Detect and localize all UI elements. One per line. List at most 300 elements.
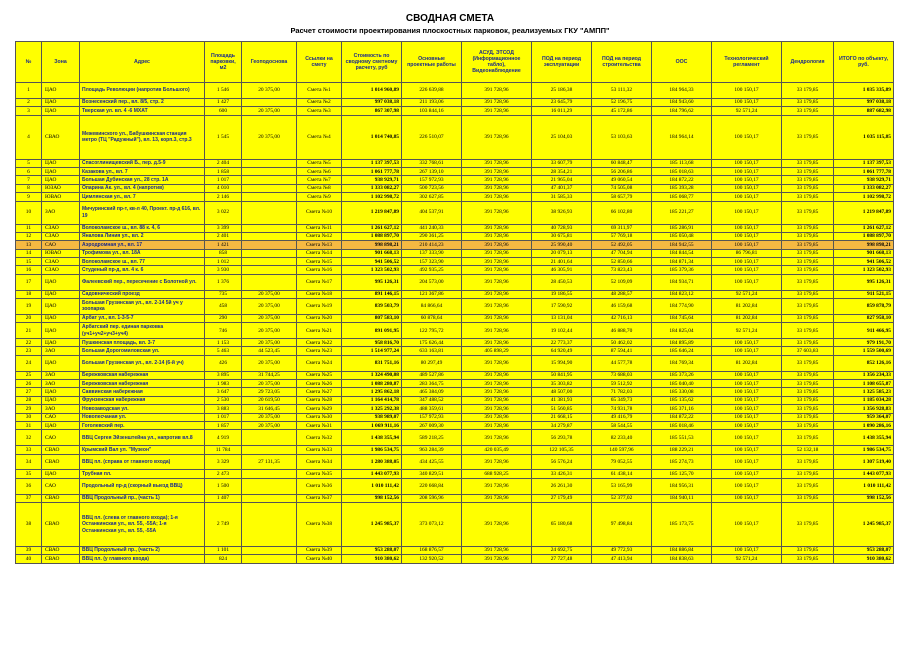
cell-geo [242,159,297,167]
cell-area: 3 930 [205,266,242,274]
cell-ref: Смета №4 [297,115,342,159]
cell-n: 32 [16,430,42,446]
cell-asud: 391 728,96 [462,290,532,298]
cell-cost: 1 245 985,37 [342,502,402,546]
cell-addr: Новопесчаная ул. [80,413,205,421]
cell-cost: 995 126,31 [342,274,402,290]
table-row [16,446,894,454]
cell-cost: 1 088 897,70 [342,232,402,240]
cell-n: 8 [16,184,42,192]
cell-dend: 33 179,85 [782,167,834,175]
cell-main: 226 639,88 [402,83,462,99]
column-header: ПОД на период эксплуатации [532,42,592,83]
table-row [16,430,894,446]
cell-total: 1 219 847,89 [834,201,894,224]
cell-ref: Смета №9 [297,193,342,201]
table-row [16,167,894,175]
cell-cost: 1 514 977,24 [342,347,402,355]
cell-area: 1 500 [205,478,242,494]
cell-geo [242,446,297,454]
cell-geo: 44 523,45 [242,347,297,355]
cell-asud: 391 728,96 [462,388,532,396]
cell-ref: Смета №36 [297,478,342,494]
cell-n: 27 [16,388,42,396]
cell-area: 1 546 [205,83,242,99]
cell-ref: Смета №5 [297,159,342,167]
cell-tech: 100 150,17 [712,380,782,388]
cell-oos: 185 371,16 [652,405,712,413]
cell-pode: 40 728,93 [532,224,592,232]
cell-total: 1 088 897,70 [834,232,894,240]
cell-dend: 33 179,85 [782,478,834,494]
cell-dend: 33 179,85 [782,232,834,240]
cell-main: 589 218,25 [402,430,462,446]
cell-geo [242,266,297,274]
cell-dend: 33 179,85 [782,249,834,257]
cell-dend: 33 179,85 [782,98,834,106]
cell-total: 1 185 034,28 [834,396,894,404]
header-row [16,42,894,83]
cell-pods: 65 349,73 [592,396,652,404]
cell-area: 11 784 [205,446,242,454]
column-header: Стоимость по сводному сметному расчету, руб [342,42,402,83]
cell-area: 5 463 [205,347,242,355]
cell-geo: 20 375,00 [242,323,297,339]
cell-n: 18 [16,290,42,298]
cell-ref: Смета №30 [297,413,342,421]
cell-asud: 391 728,96 [462,380,532,388]
cell-pode: 19 186,55 [532,290,592,298]
cell-oos: 184 871,34 [652,258,712,266]
cell-main: 302 627,85 [402,193,462,201]
cell-area: 746 [205,323,242,339]
cell-cost: 1 333 082,27 [342,184,402,192]
cell-ref: Смета №13 [297,241,342,249]
cell-asud: 405 898,29 [462,347,532,355]
cell-pode: 33 607,79 [532,159,592,167]
cell-total: 941 506,52 [834,258,894,266]
cell-n: 4 [16,115,42,159]
table-row [16,421,894,429]
cell-tech: 100 150,17 [712,478,782,494]
cell-geo [242,555,297,563]
cell-pods: 47 413,94 [592,555,652,563]
cell-zone: ЦАО [42,339,80,347]
cell-zone: ЗАО [42,405,80,413]
cell-dend: 33 179,85 [782,421,834,429]
cell-cost: 1 280 388,05 [342,454,402,470]
cell-cost: 901 668,13 [342,249,402,257]
cell-tech: 100 150,17 [712,339,782,347]
cell-n: 6 [16,167,42,175]
cell-area: 1 012 [205,258,242,266]
cell-addr: Аэродромная ул., вл. 17 [80,241,205,249]
cell-n: 11 [16,224,42,232]
cell-pode: 65 180,68 [532,502,592,546]
cell-tech: 100 150,17 [712,413,782,421]
cell-geo [242,546,297,554]
cell-ref: Смета №25 [297,371,342,379]
cell-cost: 891 146,15 [342,290,402,298]
cell-tech: 100 150,17 [712,232,782,240]
cell-addr: Большая Дорогомиловская ул. [80,347,205,355]
cell-zone: ЦАО [42,83,80,99]
cell-geo: 20 375,00 [242,314,297,322]
cell-dend: 33 179,85 [782,380,834,388]
cell-cost: 1 323 502,93 [342,266,402,274]
cell-tech: 100 150,17 [712,98,782,106]
cell-zone: САО [42,478,80,494]
cell-zone: СЗАО [42,232,80,240]
cell-main: 84 866,64 [402,299,462,315]
cell-n: 19 [16,299,42,315]
cell-geo [242,470,297,478]
cell-main: 80 297,49 [402,355,462,371]
cell-tech: 92 571,24 [712,290,782,298]
cell-addr: Волоколамское ш., вл. 88 к. 4, 6 [80,224,205,232]
cell-asud: 391 728,96 [462,371,532,379]
cell-addr: Студеный пр-д, вл. 4 к. 6 [80,266,205,274]
cell-pods: 57 769,18 [592,232,652,240]
cell-pods: 42 716,13 [592,314,652,322]
cell-asud: 391 728,96 [462,224,532,232]
cell-geo [242,193,297,201]
cell-total: 1 356 928,83 [834,405,894,413]
cell-pode: 28 354,21 [532,167,592,175]
cell-total: 1 356 234,33 [834,371,894,379]
cell-oos: 185 040,40 [652,380,712,388]
cell-area: 858 [205,249,242,257]
cell-tech: 100 150,17 [712,502,782,546]
column-header: Зона [42,42,80,83]
cell-pods: 82 233,40 [592,430,652,446]
cell-tech: 100 150,17 [712,405,782,413]
cell-main: 332 768,61 [402,159,462,167]
cell-addr: Бережковская набережная [80,371,205,379]
cell-geo: 20 375,00 [242,115,297,159]
cell-main: 220 668,84 [402,478,462,494]
cell-oos: 185 173,75 [652,502,712,546]
cell-total: 995 126,31 [834,274,894,290]
cell-cost: 998 898,21 [342,241,402,249]
cell-zone: ЗАО [42,371,80,379]
cell-addr: Пушкинская площадь, вл. 3-7 [80,339,205,347]
cell-zone: ЦАО [42,159,80,167]
table-row [16,388,894,396]
cell-tech: 100 150,17 [712,396,782,404]
cell-zone: ЦАО [42,176,80,184]
cell-oos: 185 221,27 [652,201,712,224]
cell-pode: 21 401,64 [532,258,592,266]
cell-zone: СЗАО [42,224,80,232]
cell-pode: 30 675,81 [532,232,592,240]
table-row [16,266,894,274]
cell-total: 859 878,79 [834,299,894,315]
cell-addr: Тверская ул. вл. 4 -6 МХАТ [80,107,205,115]
cell-oos: 185 018,46 [652,421,712,429]
cell-total: 979 191,70 [834,339,894,347]
cell-main: 60 878,64 [402,314,462,322]
cell-geo: 31 646,45 [242,405,297,413]
cell-ref: Смета №40 [297,555,342,563]
cell-ref: Смета №19 [297,299,342,315]
cell-pods: 48 288,57 [592,290,652,298]
cell-pode: 34 279,87 [532,421,592,429]
cell-pods: 140 597,96 [592,446,652,454]
cell-dend: 33 179,85 [782,405,834,413]
cell-geo [242,232,297,240]
column-header: Адрес [80,42,205,83]
cell-n: 3 [16,107,42,115]
cell-ref: Смета №34 [297,454,342,470]
cell-pods: 46 888,70 [592,323,652,339]
cell-geo: 20 375,00 [242,339,297,347]
cell-geo [242,241,297,249]
cell-pods: 45 172,86 [592,107,652,115]
cell-cost: 1 295 862,18 [342,388,402,396]
table-row [16,396,894,404]
cell-total: 1 261 627,12 [834,224,894,232]
cell-oos: 185 018,63 [652,167,712,175]
cell-area: 1 017 [205,413,242,421]
cell-dend: 33 179,85 [782,413,834,421]
cell-zone: СВАО [42,446,80,454]
cell-asud: 391 728,96 [462,413,532,421]
cell-ref: Смета №17 [297,274,342,290]
cell-zone: ЗАО [42,347,80,355]
cell-pode: 27 179,49 [532,494,592,502]
cell-ref: Смета №14 [297,249,342,257]
cell-geo: 20 375,00 [242,380,297,388]
cell-main: 500 723,56 [402,184,462,192]
cell-tech: 100 150,17 [712,159,782,167]
cell-asud: 391 728,96 [462,502,532,546]
cell-dend: 33 179,85 [782,396,834,404]
table-row [16,201,894,224]
cell-pods: 53 111,32 [592,83,652,99]
cell-cost: 867 307,98 [342,107,402,115]
cell-total: 1 010 111,42 [834,478,894,494]
cell-geo: 20 619,50 [242,396,297,404]
cell-cost: 1 102 998,72 [342,193,402,201]
cell-pode: 56 293,78 [532,430,592,446]
cell-geo [242,98,297,106]
cell-zone: ЗАО [42,201,80,224]
cell-dend: 52 132,18 [782,446,834,454]
cell-area: 426 [205,355,242,371]
cell-main: 132 920,52 [402,555,462,563]
cell-ref: Смета №2 [297,98,342,106]
cell-zone: ЮВАО [42,249,80,257]
cell-main: 122 795,72 [402,323,462,339]
cell-dend: 33 179,85 [782,454,834,470]
cell-pode: 38 926,93 [532,201,592,224]
cell-area: 3 647 [205,388,242,396]
cell-tech: 100 150,17 [712,167,782,175]
cell-dend: 33 179,85 [782,323,834,339]
cell-n: 28 [16,396,42,404]
cell-cost: 839 503,79 [342,299,402,315]
cell-addr: ВВЦ пл. (справа от главного входа) [80,454,205,470]
cell-ref: Смета №15 [297,258,342,266]
cell-asud: 391 728,96 [462,201,532,224]
cell-asud: 391 728,96 [462,405,532,413]
cell-asud: 688 928,25 [462,470,532,478]
table-row [16,478,894,494]
cell-pods: 52 492,05 [592,241,652,249]
cell-total: 1 986 534,75 [834,446,894,454]
cell-zone: ЦАО [42,167,80,175]
cell-main: 204 573,00 [402,274,462,290]
cell-total: 1 090 286,16 [834,421,894,429]
column-header: Геоподоснова [242,42,297,83]
cell-zone: СВАО [42,546,80,554]
table-row [16,347,894,355]
cell-oos: 185 393,28 [652,184,712,192]
cell-main: 267 139,10 [402,167,462,175]
cell-oos: 184 943,60 [652,98,712,106]
cell-pods: 73 823,43 [592,266,652,274]
cell-n: 9 [16,193,42,201]
cell-dend: 33 179,85 [782,184,834,192]
cell-total: 1 438 355,94 [834,430,894,446]
cell-n: 31 [16,421,42,429]
cell-oos: 184 872,22 [652,176,712,184]
cell-total: 1 325 585,23 [834,388,894,396]
cell-asud: 391 728,96 [462,232,532,240]
cell-ref: Смета №7 [297,176,342,184]
cell-pods: 56 206,86 [592,167,652,175]
cell-dend: 33 179,85 [782,290,834,298]
cell-pods: 49 060,54 [592,176,652,184]
cell-tech: 100 150,17 [712,546,782,554]
cell-area: 1 153 [205,339,242,347]
cell-ref: Смета №22 [297,339,342,347]
column-header: ООС [652,42,712,83]
table-row [16,274,894,290]
cell-zone: СВАО [42,555,80,563]
cell-dend: 33 179,85 [782,388,834,396]
cell-main: 210 414,23 [402,241,462,249]
cell-addr: Яналова Линия ул., вл. 2 [80,232,205,240]
cell-pods: 60 848,47 [592,159,652,167]
cell-pode: 51 560,85 [532,405,592,413]
table-row [16,249,894,257]
cell-oos: 185 373,26 [652,371,712,379]
cell-area: 2 404 [205,159,242,167]
cell-tech: 81 202,84 [712,355,782,371]
cell-main: 121 367,86 [402,290,462,298]
cell-pode: 31 585,33 [532,193,592,201]
cell-addr: Опарина Ак. ул., вл. 4 (напротив) [80,184,205,192]
cell-asud: 391 728,96 [462,299,532,315]
cell-cost: 891 091,95 [342,323,402,339]
cell-oos: 184 769,34 [652,355,712,371]
cell-ref: Смета №6 [297,167,342,175]
cell-oos: 185 330,08 [652,388,712,396]
cell-addr: Садовнический проезд [80,290,205,298]
cell-geo: 20 375,00 [242,355,297,371]
cell-dend: 33 179,85 [782,224,834,232]
cell-total: 998 152,56 [834,494,894,502]
cell-pods: 69 311,97 [592,224,652,232]
table-row [16,83,894,99]
cell-asud: 391 728,96 [462,274,532,290]
cell-dend: 33 179,85 [782,470,834,478]
cell-asud: 391 728,96 [462,355,532,371]
table-row [16,454,894,470]
cell-pods: 58 544,55 [592,421,652,429]
cell-geo [242,494,297,502]
cell-dend: 33 179,85 [782,107,834,115]
cell-dend: 33 179,85 [782,299,834,315]
cell-main: 373 073,12 [402,502,462,546]
cell-pods: 58 657,79 [592,193,652,201]
cell-n: 29 [16,405,42,413]
cell-zone: ЦАО [42,421,80,429]
cell-pode: 13 131,04 [532,314,592,322]
cell-total: 1 137 397,53 [834,159,894,167]
cell-main: 489 527,86 [402,371,462,379]
cell-tech: 100 150,17 [712,176,782,184]
cell-tech: 81 202,84 [712,299,782,315]
cell-main: 441 240,33 [402,224,462,232]
cell-tech: 100 150,17 [712,430,782,446]
cell-pode: 25 990,40 [532,241,592,249]
cell-oos: 185 551,53 [652,430,712,446]
cell-geo: 27 131,35 [242,454,297,470]
cell-cost: 1 010 111,42 [342,478,402,494]
cell-total: 997 038,18 [834,98,894,106]
cell-asud: 420 035,49 [462,446,532,454]
cell-zone: САО [42,241,80,249]
column-header: Основные проектные работы [402,42,462,83]
cell-ref: Смета №21 [297,323,342,339]
cell-cost: 1 061 777,78 [342,167,402,175]
cell-total: 998 898,21 [834,241,894,249]
cell-oos: 185 050,48 [652,232,712,240]
cell-area: 3 883 [205,405,242,413]
cell-zone: ЦАО [42,314,80,322]
cell-tech: 100 150,17 [712,470,782,478]
cell-pode: 25 104,03 [532,115,592,159]
cell-pode: 64 920,49 [532,347,592,355]
table-row [16,241,894,249]
cell-n: 1 [16,83,42,99]
table-row [16,98,894,106]
cell-cost: 1 069 911,16 [342,421,402,429]
cell-asud: 391 728,96 [462,184,532,192]
cell-pods: 74 505,08 [592,184,652,192]
cell-zone: ЦАО [42,396,80,404]
cell-addr: Гоголевский пер. [80,421,205,429]
table-row [16,184,894,192]
cell-cost: 1 986 534,75 [342,446,402,454]
cell-total: 1 035 115,85 [834,115,894,159]
cell-pode: 33 426,31 [532,470,592,478]
cell-main: 283 364,75 [402,380,462,388]
table-body [16,83,894,564]
cell-area: 4 919 [205,430,242,446]
cell-total: 911 466,95 [834,323,894,339]
table-row [16,380,894,388]
cell-oos: 184 796,62 [652,107,712,115]
cell-geo [242,274,297,290]
cell-tech: 100 150,17 [712,274,782,290]
cell-n: 15 [16,258,42,266]
cell-n: 23 [16,347,42,355]
cell-addr: ВВЦ Продольный пр., (часть 2) [80,546,205,554]
